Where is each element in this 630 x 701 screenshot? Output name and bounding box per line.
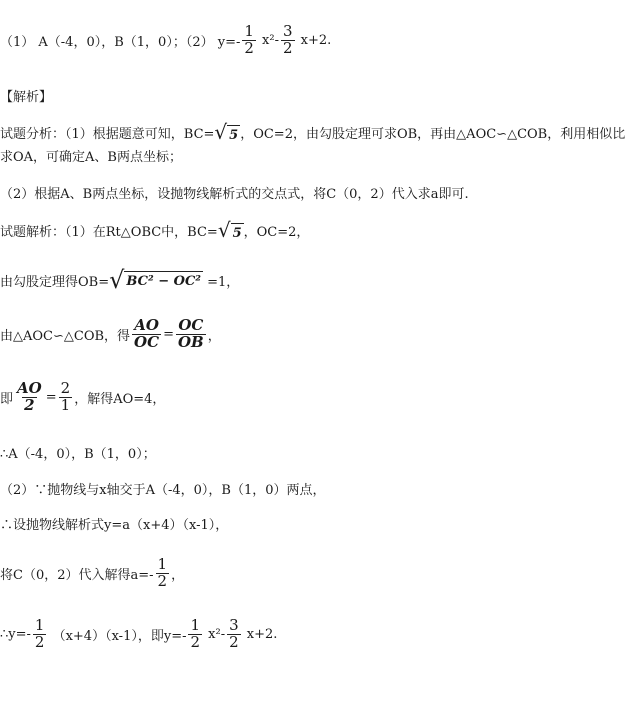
answer-text-3: x+2. xyxy=(296,32,332,48)
numerator: 1 xyxy=(157,555,168,573)
denominator: OC xyxy=(134,332,160,351)
answer-text-1: （1） A（-4，0），B（1，0）；（2） y=- xyxy=(0,34,241,50)
solution-text: x+2. xyxy=(242,626,278,642)
solution-text: ， xyxy=(207,328,221,344)
radicand: 5 xyxy=(231,223,244,241)
denominator: 2 xyxy=(229,632,239,651)
numerator: AO xyxy=(17,379,42,397)
solution-line-9 xyxy=(0,618,277,651)
fraction xyxy=(132,318,161,351)
numerator: OC xyxy=(178,316,204,334)
solution-line-8 xyxy=(0,557,184,590)
solution-text: x²- xyxy=(204,626,226,642)
square-root xyxy=(109,268,203,292)
equals-sign: = xyxy=(163,326,174,342)
radicand: BC² − OC² xyxy=(124,271,203,292)
fraction xyxy=(59,381,73,414)
analysis-line-1 xyxy=(0,122,625,143)
solution-text: ，OC=2， xyxy=(243,225,310,240)
numerator: 3 xyxy=(229,616,239,634)
numerator: 1 xyxy=(34,616,45,634)
denominator: 2 xyxy=(157,571,168,590)
answer-line xyxy=(0,24,331,57)
radicand: 5 xyxy=(227,125,240,143)
denominator: 2 xyxy=(244,38,254,57)
square-root xyxy=(214,122,240,143)
solution-line-2 xyxy=(0,268,239,292)
solution-text: 由勾股定理得OB= xyxy=(0,274,110,290)
denominator: 2 xyxy=(190,632,201,651)
solution-text: ∴y=- xyxy=(0,626,31,642)
radical-sign: √ xyxy=(217,218,231,242)
section-heading: 【解析】 xyxy=(0,90,53,105)
analysis-text: ，OC=2，由勾股定理可求OB，再由△AOC∽△COB，利用相似比 xyxy=(240,127,626,142)
solution-text: （x+4）（x-1），即y=- xyxy=(48,628,187,644)
square-root xyxy=(218,220,244,241)
analysis-line-2: 求OA，可确定A、B两点坐标； xyxy=(0,150,182,165)
solution-line-6: （2）∵抛物线与x轴交于A（-4，0），B（1，0）两点， xyxy=(0,483,326,498)
numerator: 3 xyxy=(282,22,293,40)
fraction xyxy=(242,24,256,57)
solution-line-3 xyxy=(0,318,221,351)
radical-sign: √ xyxy=(214,120,228,144)
solution-text: 将C（0，2）代入解得a=- xyxy=(0,567,154,583)
fraction xyxy=(176,318,206,351)
solution-text: ， xyxy=(171,567,185,583)
fraction xyxy=(15,381,44,414)
numerator: 1 xyxy=(244,22,254,40)
solution-line-1 xyxy=(0,220,309,241)
denominator: 2 xyxy=(282,38,293,57)
fraction xyxy=(156,557,170,590)
numerator: AO xyxy=(134,316,159,334)
fraction xyxy=(281,24,295,57)
analysis-text: 试题分析：（1）根据题意可知，BC= xyxy=(0,127,215,142)
solution-text: 试题解析：（1）在Rt△OBC中，BC= xyxy=(0,225,218,240)
numerator: 2 xyxy=(60,379,71,397)
solution-text: 即 xyxy=(0,391,14,407)
solution-line-4 xyxy=(0,381,165,414)
equals-sign: = xyxy=(45,389,57,405)
answer-text-2: x²- xyxy=(257,32,279,48)
denominator: 2 xyxy=(34,632,45,651)
numerator: 1 xyxy=(190,616,201,634)
solution-line-5: ∴A（-4，0），B（1，0）； xyxy=(0,447,156,462)
fraction xyxy=(33,618,47,651)
radical-sign: √ xyxy=(109,266,125,294)
solution-text: ，解得AO=4， xyxy=(74,391,166,407)
denominator: OB xyxy=(177,332,204,351)
fraction xyxy=(227,618,241,651)
solution-text: =1， xyxy=(203,274,240,290)
solution-text: 由△AOC∽△COB，得 xyxy=(0,328,131,344)
fraction xyxy=(188,618,202,651)
solution-line-7: ∴设抛物线解析式y=a（x+4）（x-1）， xyxy=(0,518,229,533)
denominator: 2 xyxy=(24,395,35,414)
analysis-line-3: （2）根据A、B两点坐标，设抛物线解析式的交点式，将C（0，2）代入求a即可. xyxy=(0,187,469,202)
denominator: 1 xyxy=(60,395,71,414)
